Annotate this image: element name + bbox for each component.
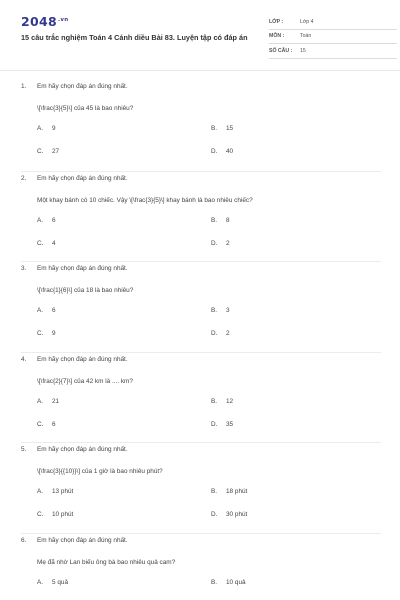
- option-c[interactable]: [37, 240, 56, 247]
- option-value: 30 phút: [226, 511, 248, 519]
- option-letter: C.: [37, 511, 44, 519]
- option-letter: C.: [37, 148, 44, 155]
- question-header: [21, 537, 128, 544]
- question-text: \[\frac{2}{7}\] của 42 km là .... km?: [37, 377, 133, 385]
- meta-value: Toán: [300, 33, 312, 40]
- question-text: \[\frac{3}{{10}}\] của 1 giờ là bao nhiêu phút?: [37, 468, 163, 476]
- meta-row-subject: [269, 30, 397, 45]
- option-value: 3: [226, 307, 230, 315]
- header-divider: [0, 70, 400, 71]
- meta-key: LỚP :: [269, 18, 284, 25]
- option-b[interactable]: [211, 579, 246, 586]
- option-c[interactable]: [37, 421, 56, 428]
- meta-row-class: [269, 15, 397, 30]
- option-value: 21: [52, 397, 60, 405]
- question-instruction: Em hãy chọn đáp án đúng nhất.: [37, 446, 128, 454]
- site-logo[interactable]: [21, 14, 69, 29]
- option-value: 2: [226, 330, 230, 338]
- question-number: 1.: [21, 83, 27, 90]
- option-letter: B.: [211, 307, 218, 315]
- question-text: Mẹ đã nhờ Lan biếu ông bà bao nhiêu quả cam?: [37, 558, 176, 566]
- option-a[interactable]: [37, 307, 56, 314]
- option-b[interactable]: [211, 488, 247, 495]
- option-a[interactable]: [37, 398, 59, 405]
- option-value: 10 quả: [226, 578, 246, 586]
- meta-value: Lớp 4: [300, 18, 314, 25]
- question-header: [21, 175, 128, 182]
- option-value: 6: [52, 307, 56, 315]
- option-value: 13 phút: [52, 488, 74, 496]
- question-list: [21, 80, 381, 600]
- question-instruction: Em hãy chọn đáp án đúng nhất.: [37, 265, 128, 273]
- meta-key: SỐ CÂU :: [269, 47, 293, 54]
- question-6: [21, 533, 381, 600]
- option-d[interactable]: [211, 421, 233, 428]
- option-a[interactable]: [37, 579, 68, 586]
- worksheet-title: 15 câu trắc nghiệm Toán 4 Cánh diều Bài 83. Luyện tập có đáp án: [21, 33, 248, 42]
- option-letter: A.: [37, 488, 44, 496]
- question-header: [21, 265, 128, 272]
- option-b[interactable]: [211, 217, 230, 224]
- option-d[interactable]: [211, 330, 230, 337]
- question-number: 4.: [21, 355, 27, 363]
- option-letter: C.: [37, 420, 44, 428]
- logo-text: 2048: [21, 14, 57, 29]
- option-value: 2: [226, 239, 230, 247]
- option-value: 5 quả: [52, 578, 68, 586]
- option-letter: B.: [211, 578, 218, 586]
- option-c[interactable]: [37, 511, 73, 518]
- question-text: \[\frac{1}{6}\] của 18 là bao nhiêu?: [37, 287, 134, 295]
- option-letter: A.: [37, 307, 44, 315]
- option-a[interactable]: [37, 488, 73, 495]
- option-letter: A.: [37, 125, 44, 132]
- option-c[interactable]: [37, 148, 59, 155]
- meta-row-count: [269, 44, 397, 59]
- option-letter: D.: [211, 511, 218, 519]
- option-value: 9: [52, 330, 56, 338]
- option-value: 10 phút: [52, 511, 74, 519]
- question-text: \[\frac{3}{5}\] của 45 là bao nhiêu?: [37, 105, 134, 112]
- option-value: 8: [226, 216, 230, 224]
- option-letter: A.: [37, 216, 44, 224]
- option-value: 35: [226, 420, 234, 428]
- question-instruction: Em hãy chọn đáp án đúng nhất.: [37, 536, 128, 544]
- option-d[interactable]: [211, 240, 230, 247]
- option-value: 18 phút: [226, 488, 248, 496]
- option-letter: D.: [211, 330, 218, 338]
- option-letter: D.: [211, 148, 218, 155]
- option-letter: B.: [211, 125, 218, 132]
- option-b[interactable]: [211, 398, 233, 405]
- question-5: [21, 442, 381, 533]
- question-instruction: Em hãy chọn đáp án đúng nhất.: [37, 355, 128, 363]
- question-header: [21, 83, 128, 90]
- question-4: [21, 352, 381, 443]
- option-a[interactable]: [37, 125, 56, 132]
- question-number: 6.: [21, 536, 27, 544]
- question-number: 5.: [21, 446, 27, 454]
- question-number: 2.: [21, 174, 27, 182]
- option-value: 6: [52, 216, 56, 224]
- option-value: 4: [52, 239, 56, 247]
- option-c[interactable]: [37, 330, 56, 337]
- option-b[interactable]: [211, 307, 230, 314]
- option-d[interactable]: [211, 148, 233, 155]
- option-value: 12: [226, 397, 234, 405]
- worksheet-header: [18, 0, 382, 72]
- option-a[interactable]: [37, 217, 56, 224]
- option-letter: B.: [211, 488, 218, 496]
- option-value: 9: [52, 125, 56, 132]
- question-3: [21, 261, 381, 352]
- question-header: [21, 446, 128, 453]
- question-1: [21, 80, 381, 171]
- question-2: [21, 171, 381, 262]
- option-letter: A.: [37, 578, 44, 586]
- meta-key: MÔN :: [269, 33, 285, 40]
- option-letter: B.: [211, 397, 218, 405]
- option-letter: C.: [37, 330, 44, 338]
- option-letter: D.: [211, 239, 218, 247]
- option-value: 15: [226, 125, 234, 132]
- worksheet-meta: [269, 15, 397, 59]
- logo-suffix: .vn: [58, 16, 69, 23]
- option-b[interactable]: [211, 125, 233, 132]
- question-instruction: Em hãy chọn đáp án đúng nhất.: [37, 174, 128, 182]
- question-text: Một khay bánh có 10 chiếc. Vậy \[\frac{3}{5}\] khay bánh là bao nhiêu chiếc?: [37, 196, 253, 204]
- question-number: 3.: [21, 265, 27, 273]
- option-letter: C.: [37, 239, 44, 247]
- question-instruction: Em hãy chọn đáp án đúng nhất.: [37, 83, 128, 90]
- option-letter: D.: [211, 420, 218, 428]
- meta-value: 15: [300, 47, 306, 54]
- option-d[interactable]: [211, 511, 247, 518]
- option-value: 27: [52, 148, 60, 155]
- option-letter: A.: [37, 397, 44, 405]
- question-header: [21, 356, 128, 363]
- option-value: 6: [52, 420, 56, 428]
- option-value: 40: [226, 148, 234, 155]
- option-letter: B.: [211, 216, 218, 224]
